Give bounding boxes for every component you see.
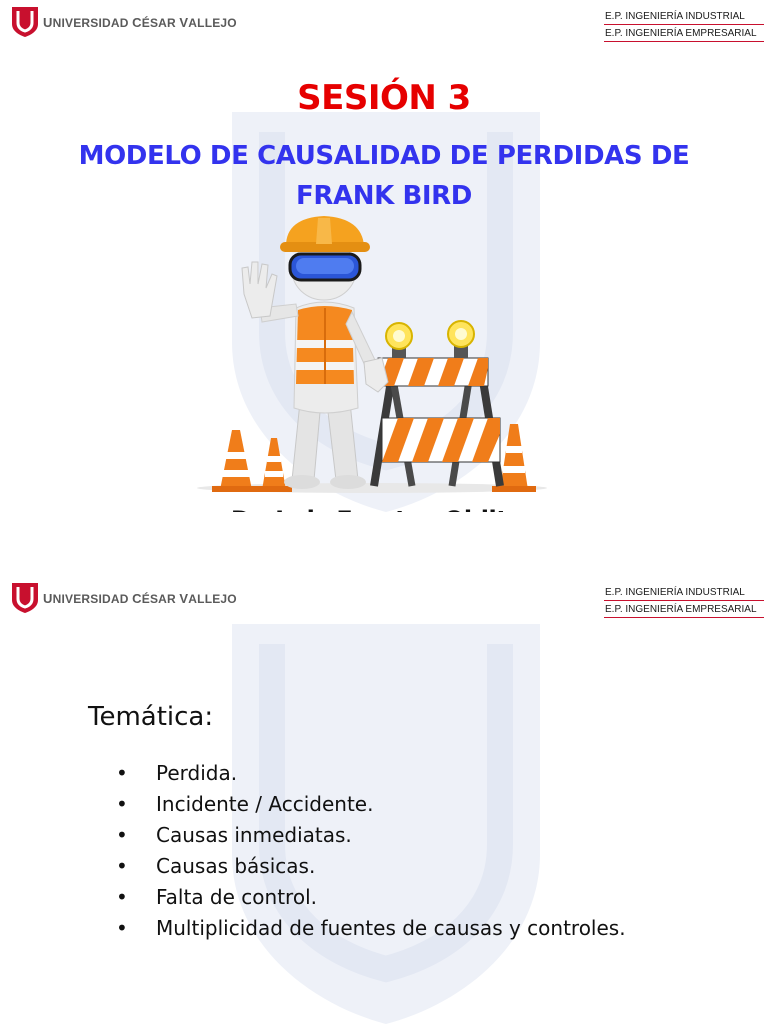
list-item-text: Causas básicas. <box>156 854 316 878</box>
program-industrial: E.P. INGENIERÍA INDUSTRIAL <box>604 586 764 601</box>
program-labels <box>604 10 764 42</box>
list-item-text: Incidente / Accidente. <box>156 792 374 816</box>
slide-title-line-2: FRANK BIRD <box>296 181 472 211</box>
session-title: SESIÓN 3 <box>297 78 471 118</box>
university-logo <box>12 7 237 37</box>
list-item-text: Falta de control. <box>156 885 317 909</box>
list-item-text: Perdida. <box>156 761 238 785</box>
program-industrial: E.P. INGENIERÍA INDUSTRIAL <box>604 10 764 25</box>
bullet-icon: • <box>116 761 128 785</box>
slide-2 <box>0 512 768 1024</box>
list-item-text: Multiplicidad de fuentes de causas y controles. <box>156 916 626 940</box>
bullet-icon: • <box>116 916 128 940</box>
program-labels <box>604 586 764 618</box>
bullet-icon: • <box>116 792 128 816</box>
bullet-icon: • <box>116 854 128 878</box>
university-name: UNIVERSIDAD CÉSAR VALLEJO <box>43 590 237 606</box>
university-logo <box>12 583 237 613</box>
shield-icon <box>12 583 38 613</box>
list-item <box>116 882 626 913</box>
program-empresarial: E.P. INGENIERÍA EMPRESARIAL <box>604 603 764 618</box>
list-item <box>116 789 626 820</box>
list-item <box>116 851 626 882</box>
topics-heading: Temática: <box>88 702 214 732</box>
program-empresarial: E.P. INGENIERÍA EMPRESARIAL <box>604 27 764 42</box>
list-item <box>116 913 626 944</box>
shield-icon <box>12 7 38 37</box>
list-item <box>116 758 626 789</box>
slide-title <box>40 136 728 216</box>
university-name: UNIVERSIDAD CÉSAR VALLEJO <box>43 14 237 30</box>
bullet-icon: • <box>116 823 128 847</box>
bullet-icon: • <box>116 885 128 909</box>
slide-title-line-1: MODELO DE CAUSALIDAD DE PERDIDAS DE <box>78 141 690 171</box>
list-item-text: Causas inmediatas. <box>156 823 352 847</box>
list-item <box>116 820 626 851</box>
safety-worker-illustration <box>182 212 544 492</box>
road-barricade <box>374 321 500 486</box>
topics-list <box>116 758 626 944</box>
traffic-cone-left <box>212 430 260 492</box>
worker-figure <box>242 216 388 489</box>
